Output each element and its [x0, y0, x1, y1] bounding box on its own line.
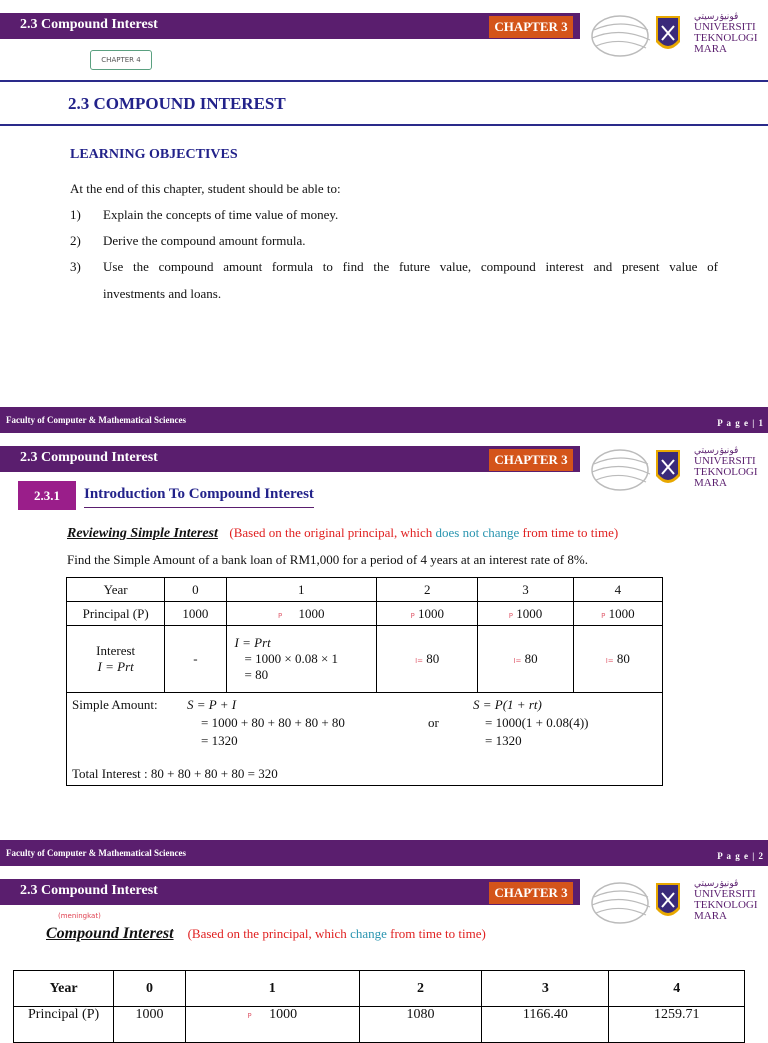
table-row: Principal (P) 1000 P 1000 P 1000 P 1000 P 1000: [67, 602, 663, 626]
section-number-badge: 2.3.1: [18, 481, 76, 510]
header-title: 2.3 Compound Interest: [20, 17, 158, 32]
crest-icon: [654, 881, 682, 923]
uitm-logo: ڤونيۏرسيتي UNIVERSITI TEKNOLOGI MARA: [590, 446, 768, 496]
simple-interest-table: [66, 577, 663, 786]
uitm-logo: ڤونيۏرسيتي UNIVERSITI TEKNOLOGI MARA: [590, 12, 768, 62]
objectives-intro: At the end of this chapter, student should be able to:: [70, 181, 341, 196]
handwritten-note: CHAPTER 4: [90, 50, 152, 70]
logo-text: UNIVERSITI TEKNOLOGI MARA: [694, 455, 758, 489]
globe-icon: [590, 879, 652, 927]
objective-item: 3) Use the compound amount formula to find the future value, compound interest and present value of: [70, 259, 718, 274]
chapter-badge: CHAPTER 3: [489, 449, 573, 471]
chapter-badge: CHAPTER 3: [489, 16, 573, 38]
table-row: Simple Amount: S = P + I = 1000 + 80 + 80 + 80 + 80 = 1320 or S = P(1 + rt) = 1000(1 + 0.08(4)) = 1320 Total Interest : 80 + 80 + 80 + 80 = 320: [67, 693, 663, 786]
divider: [0, 124, 768, 126]
page-footer: Faculty of Computer & Mathematical Sciences P a g e | 1: [0, 407, 768, 433]
handwritten-note: (meningkat): [58, 912, 101, 920]
globe-icon: [590, 446, 652, 494]
objective-item-cont: investments and loans.: [103, 286, 222, 301]
table-row: Principal (P) 1000 P 1000 1080 1166.40 1259.71: [14, 1007, 745, 1043]
table-row: Year 0 1 2 3 4: [14, 971, 745, 1007]
page-footer: Faculty of Computer & Mathematical Sciences P a g e | 2: [0, 840, 768, 866]
section-title: Introduction To Compound Interest: [84, 486, 314, 508]
table-row: Year 0 1 2 3 4: [67, 578, 663, 602]
objectives-heading: LEARNING OBJECTIVES: [70, 147, 238, 162]
compound-interest-table: [13, 970, 745, 1043]
divider: [0, 80, 768, 82]
objective-item: 2) Derive the compound amount formula.: [70, 233, 306, 248]
header-title: 2.3 Compound Interest: [20, 450, 158, 465]
uitm-logo: ڤونيۏرسيتي UNIVERSITI TEKNOLOGI MARA: [590, 879, 768, 929]
crest-icon: [654, 14, 682, 56]
sub-heading: Compound Interest: [46, 925, 174, 942]
page-title: 2.3 COMPOUND INTEREST: [68, 94, 286, 113]
logo-text: UNIVERSITI TEKNOLOGI MARA: [694, 888, 758, 922]
sub-heading-row: Reviewing Simple Interest (Based on the original principal, which does not change from time to time): [67, 525, 619, 541]
sub-heading: Reviewing Simple Interest: [67, 526, 218, 541]
problem-statement: Find the Simple Amount of a bank loan of RM1,000 for a period of 4 years at an interest rate of 8%.: [67, 552, 588, 567]
objective-item: 1) Explain the concepts of time value of money.: [70, 207, 339, 222]
sub-heading-row: Compound Interest (Based on the principal, which change from time to time): [46, 925, 486, 942]
chapter-badge: CHAPTER 3: [489, 882, 573, 904]
crest-icon: [654, 448, 682, 490]
logo-text: UNIVERSITI TEKNOLOGI MARA: [694, 21, 758, 55]
header-title: 2.3 Compound Interest: [20, 883, 158, 898]
table-row: Interest I = Prt - I = Prt = 1000 × 0.08 × 1 = 80 I= 80 I= 80 I= 80: [67, 626, 663, 693]
globe-icon: [590, 12, 652, 60]
